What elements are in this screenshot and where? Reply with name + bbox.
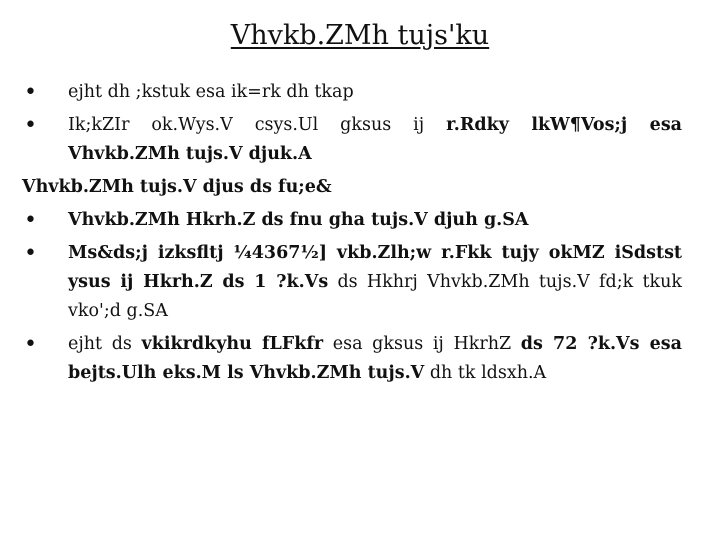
bullet-icon: • bbox=[24, 332, 37, 357]
bullet-item bbox=[22, 206, 682, 235]
bullet-text: ejht dh ;kstuk esa ik=rk dh tkap bbox=[68, 82, 354, 102]
bullet-item bbox=[22, 111, 682, 169]
bullet-text-bold: Vhvkb.ZMh Hkrh.Z ds fnu gha tujs.V djuh g.SA bbox=[68, 210, 529, 230]
bullet-icon: • bbox=[24, 241, 37, 266]
subheading: Vhvkb.ZMh tujs.V djus ds fu;e& bbox=[22, 177, 332, 197]
bullet-text: esa gksus ij HkrhZ bbox=[323, 334, 521, 354]
bullet-icon: • bbox=[24, 113, 37, 138]
bullet-text-bold: ds 72 ?k.Vs esa bejts.Ulh eks.M ls Vhvkb.ZMh tujs.V bbox=[68, 334, 682, 383]
bullet-item bbox=[22, 78, 682, 107]
bullet-text: dh tk ldsxh.A bbox=[424, 363, 547, 383]
bullet-text-bold: r.Rdky lkW¶Vos;j esa Vhvkb.ZMh tujs.V djuk.A bbox=[68, 115, 683, 164]
bullet-icon: • bbox=[24, 80, 37, 105]
bullet-item bbox=[22, 330, 682, 388]
bullet-text: ejht ds bbox=[68, 334, 142, 354]
bullet-text: Ik;kZIr ok.Wys.V csys.Ul gksus ij bbox=[68, 115, 447, 135]
bullet-text-bold: vkikrdkyhu fLFkfr bbox=[141, 334, 324, 354]
bullet-icon: • bbox=[24, 208, 37, 233]
bullet-text: ds Hkhrj Vhvkb.ZMh tujs.V fd;k tkuk vko';d g.SA bbox=[68, 272, 682, 321]
bullet-item bbox=[22, 239, 682, 326]
slide-content bbox=[22, 78, 682, 392]
bullet-text-bold: Ms&ds;j izksfltj ¼4367½] vkb.Zlh;w r.Fkk tujy okMZ iSdstst ysus ij Hkrh.Z ds 1 ?k.Vs bbox=[68, 243, 682, 292]
slide-title: Vhvkb.ZMh tujs'ku bbox=[230, 20, 490, 51]
